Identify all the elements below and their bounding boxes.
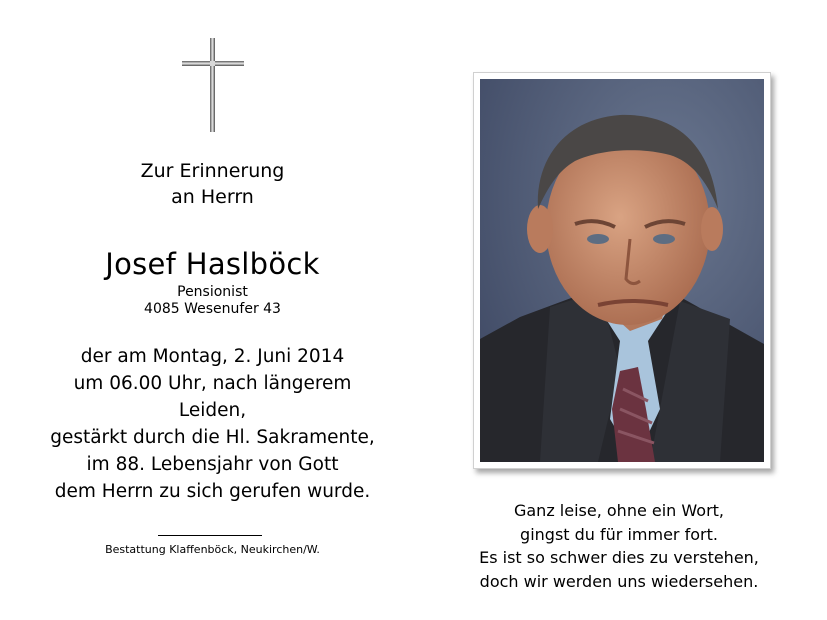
poem-line: Es ist so schwer dies zu verstehen,: [479, 548, 759, 567]
intro-line-2: an Herrn: [171, 186, 254, 208]
deceased-name: Josef Haslböck: [105, 247, 320, 281]
funeral-home: Bestattung Klaffenböck, Neukirchen/W.: [105, 543, 320, 556]
intro-line-1: Zur Erinnerung: [140, 160, 285, 182]
poem-line: doch wir werden uns wiedersehen.: [479, 571, 759, 591]
poem-line: gingst du für immer fort.: [520, 524, 718, 544]
poem-line: Ganz leise, ohne ein Wort,: [513, 501, 725, 520]
death-notice-text: [40, 343, 385, 505]
body-line: im 88. Lebensjahr von Gott: [86, 454, 339, 475]
photo-frame: [473, 72, 771, 469]
cross-icon: [180, 36, 246, 134]
intro-text: [40, 158, 385, 210]
divider-line: [158, 535, 262, 536]
portrait-photo: [480, 79, 764, 462]
occupation: Pensionist: [177, 284, 248, 300]
body-line: der am Montag, 2. Juni 2014: [80, 346, 345, 367]
body-line: um 06.00 Uhr, nach längerem Leiden,: [73, 373, 352, 421]
body-line: gestärkt durch die Hl. Sakramente,: [50, 427, 375, 448]
memorial-poem: [466, 499, 772, 593]
address: 4085 Wesenufer 43: [144, 301, 281, 317]
body-line: dem Herrn zu sich gerufen wurde.: [54, 481, 371, 502]
